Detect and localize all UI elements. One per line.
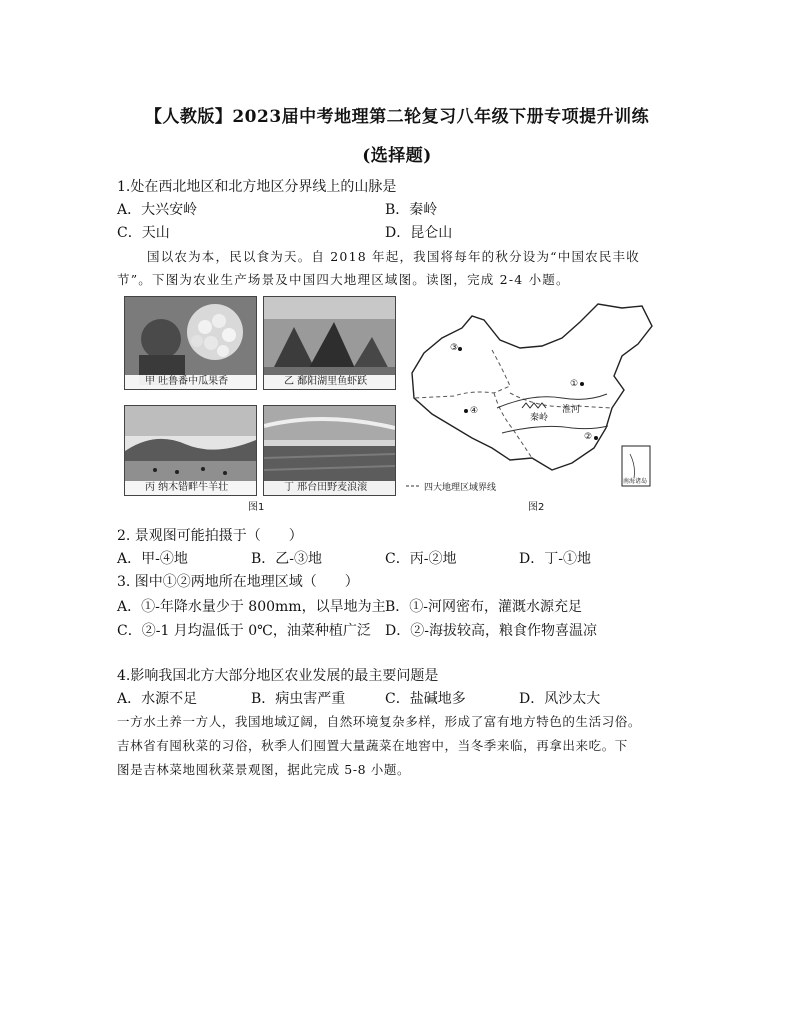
photo-jia-caption: 甲 吐鲁番中瓜果香 [125, 375, 256, 389]
passage-1-line-2: 节”。下图为农业生产场景及中国四大地理区域图。读图，完成 2-4 小题。 [117, 272, 570, 287]
question-3-option-c[interactable]: C．②-1 月均温低于 0℃，油菜种植广泛 [117, 623, 371, 639]
question-2-option-b[interactable]: B．乙-③地 [251, 551, 323, 567]
photo-bing-caption: 丙 纳木错畔牛羊壮 [125, 481, 256, 495]
page-title: 【人教版】2023届中考地理第二轮复习八年级下册专项提升训练 [144, 107, 650, 127]
question-3-option-d[interactable]: D．②-海拔较高，粮食作物喜温凉 [385, 623, 597, 639]
question-1-option-b[interactable]: B．秦岭 [385, 202, 438, 218]
photo-ding-caption: 丁 邢台田野麦浪滚 [264, 481, 395, 495]
photo-bing [124, 405, 257, 496]
photo-ding [263, 405, 396, 496]
question-4-option-c[interactable]: C．盐碱地多 [385, 691, 466, 707]
question-1-stem: 1.处在西北地区和北方地区分界线上的山脉是 [117, 179, 397, 195]
map-label-qinling: 秦岭 [530, 413, 549, 423]
map-label-inset: 南海诸岛 [623, 478, 648, 485]
map-label-1: ① [570, 379, 579, 389]
map-label-2: ② [584, 432, 593, 442]
question-4-stem: 4.影响我国北方大部分地区农业发展的最主要问题是 [117, 668, 439, 684]
passage-2-line-2: 吉林省有囤秋菜的习俗，秋季人们囤置大量蔬菜在地窖中，当冬季来临，再拿出来吃。下 [117, 738, 628, 753]
passage-2-line-3: 图是吉林菜地囤秋菜景观图，据此完成 5-8 小题。 [117, 762, 411, 777]
passage-1-line-1: 国以农为本，民以食为天。自 2018 年起，我国将每年的秋分设为“中国农民丰收 [147, 249, 640, 264]
figure-2-label: 图2 [528, 502, 545, 513]
map-label-3: ③ [450, 343, 459, 353]
passage-2-line-1: 一方水土养一方人，我国地域辽阔，自然环境复杂多样，形成了富有地方特色的生活习俗。 [117, 714, 642, 729]
question-4-option-d[interactable]: D．风沙太大 [519, 691, 601, 707]
photo-yi-caption: 乙 鄱阳湖里鱼虾跃 [264, 375, 395, 389]
question-4-option-b[interactable]: B．病虫害严重 [251, 691, 346, 707]
question-1-option-a[interactable]: A．大兴安岭 [117, 202, 198, 218]
china-regions-map [402, 298, 670, 494]
figure-1-label: 图1 [248, 502, 265, 513]
map-label-4: ④ [470, 406, 479, 416]
question-2-option-a[interactable]: A．甲-④地 [117, 551, 188, 567]
map-legend-label: 四大地理区域界线 [424, 483, 497, 493]
map-label-huaihe: 淮河 [562, 405, 581, 415]
question-2-option-d[interactable]: D．丁-①地 [519, 551, 591, 567]
question-4-option-a[interactable]: A．水源不足 [117, 691, 198, 707]
photo-yi [263, 296, 396, 390]
question-2-option-c[interactable]: C．丙-②地 [385, 551, 457, 567]
question-2-stem: 2. 景观图可能拍摄于（ ） [117, 528, 303, 544]
question-1-option-c[interactable]: C．天山 [117, 225, 170, 241]
photo-jia [124, 296, 257, 390]
china-map-outline [402, 298, 670, 494]
question-3-stem: 3. 图中①②两地所在地理区域（ ） [117, 574, 359, 590]
question-3-option-a[interactable]: A．①-年降水量少于 800mm，以旱地为主 [117, 599, 386, 615]
question-3-option-b[interactable]: B．①-河网密布，灌溉水源充足 [385, 599, 583, 615]
page-subtitle: (选择题) [362, 146, 432, 166]
question-1-option-d[interactable]: D．昆仑山 [385, 225, 453, 241]
